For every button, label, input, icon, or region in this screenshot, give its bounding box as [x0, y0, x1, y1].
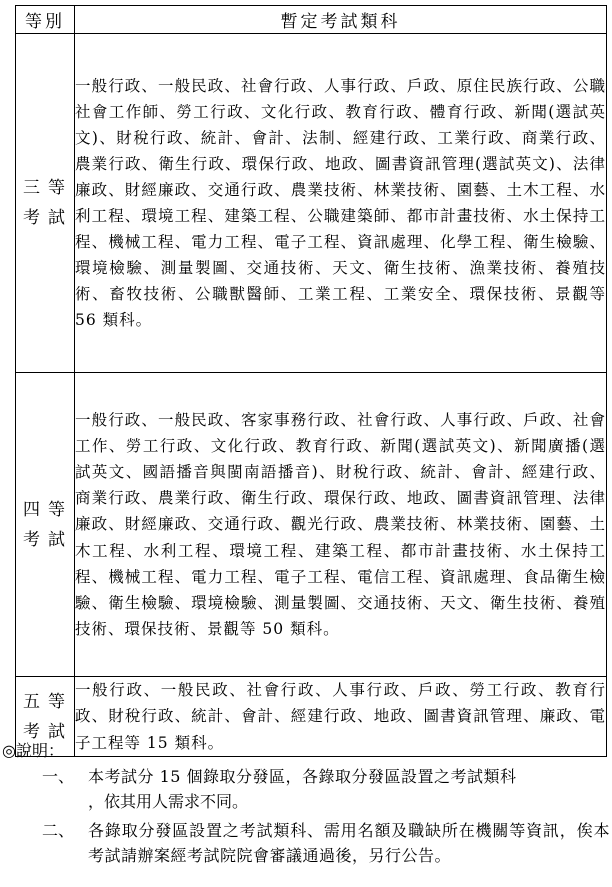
exam-category-table [15, 5, 607, 757]
grade-cell [16, 34, 75, 373]
note-text: 各錄取分發區設置之考試類科、需用名額及職缺所在機關等資訊，俟本考試請辦案經考試院院會審議通過後，另行公告。 [88, 821, 610, 865]
header-subjects: 暫定考試類科 [75, 6, 607, 34]
note-number: 一、 [42, 767, 75, 786]
note-item-1 [42, 764, 610, 814]
subjects-cell: 一般行政、一般民政、社會行政、人事行政、戶政、原住民族行政、公職社會工作師、勞工行政、文化行政、教育行政、體育行政、新聞(選試英文)、財稅行政、統計、會計、法制、經建行政、工業行政、商業行政、農業行政、衛生行政、環保行政、地政、圖書資訊管理(選試英文)、法律廉政、財經廉政、交通行政、農業技術、林業技術、園藝、土木工程、水利工程、環境工程、建築工程、公職建築師、都市計畫技術、水土保持工程、機械工程、電力工程、電子工程、資訊處理、化學工程、衛生檢驗、環境檢驗、測量製圖、交通技術、天文、衛生技術、漁業技術、養殖技術、畜牧技術、公職獸醫師、工業工程、工業安全、環保技術、景觀等 56 類科。 [75, 34, 607, 373]
grade-label-line2: 考試 [23, 529, 73, 550]
subjects-cell: 一般行政、一般民政、社會行政、人事行政、戶政、勞工行政、教育行政、財稅行政、統計、會計、經建行政、地政、圖書資訊管理、廉政、電子工程等 15 類科。 [75, 677, 607, 757]
table-row-grade-3 [16, 34, 607, 373]
table-row-grade-5 [16, 677, 607, 757]
grade-cell [16, 373, 75, 677]
grade-label-line1: 五等 [23, 691, 73, 712]
table-row-grade-4 [16, 373, 607, 677]
grade-label-line1: 三等 [23, 178, 73, 198]
header-grade: 等別 [16, 6, 75, 34]
subjects-cell: 一般行政、一般民政、客家事務行政、社會行政、人事行政、戶政、社會工作、勞工行政、文化行政、教育行政、新聞(選試英文)、新聞廣播(選試英文、國語播音與閩南語播音)、財稅行政、統計、會計、經建行政、商業行政、農業行政、衛生行政、環保行政、地政、圖書資訊管理、法律廉政、財經廉政、交通行政、觀光行政、農業技術、林業技術、園藝、土木工程、水利工程、環境工程、建築工程、都市計畫技術、水土保持工程、機械工程、電力工程、電子工程、電信工程、資訊處理、食品衛生檢驗、衛生檢驗、環境檢驗、測量製圖、交通技術、天文、衛生技術、養殖技術、環保技術、景觀等 50 類科。 [75, 373, 607, 677]
note-text: 本考試分 15 個錄取分發區，各錄取分發區設置之考試類科 [88, 767, 517, 786]
grade-label-line2: 考試 [23, 721, 73, 742]
notes-title: ◎說明： [2, 741, 64, 760]
note-item-2 [42, 818, 610, 868]
note-text-continued: ，依其用人需求不同。 [88, 792, 249, 811]
grade-label-line2: 考試 [23, 208, 73, 228]
note-number: 二、 [42, 821, 75, 840]
table-header-row [16, 6, 607, 34]
grade-label-line1: 四等 [23, 499, 73, 520]
